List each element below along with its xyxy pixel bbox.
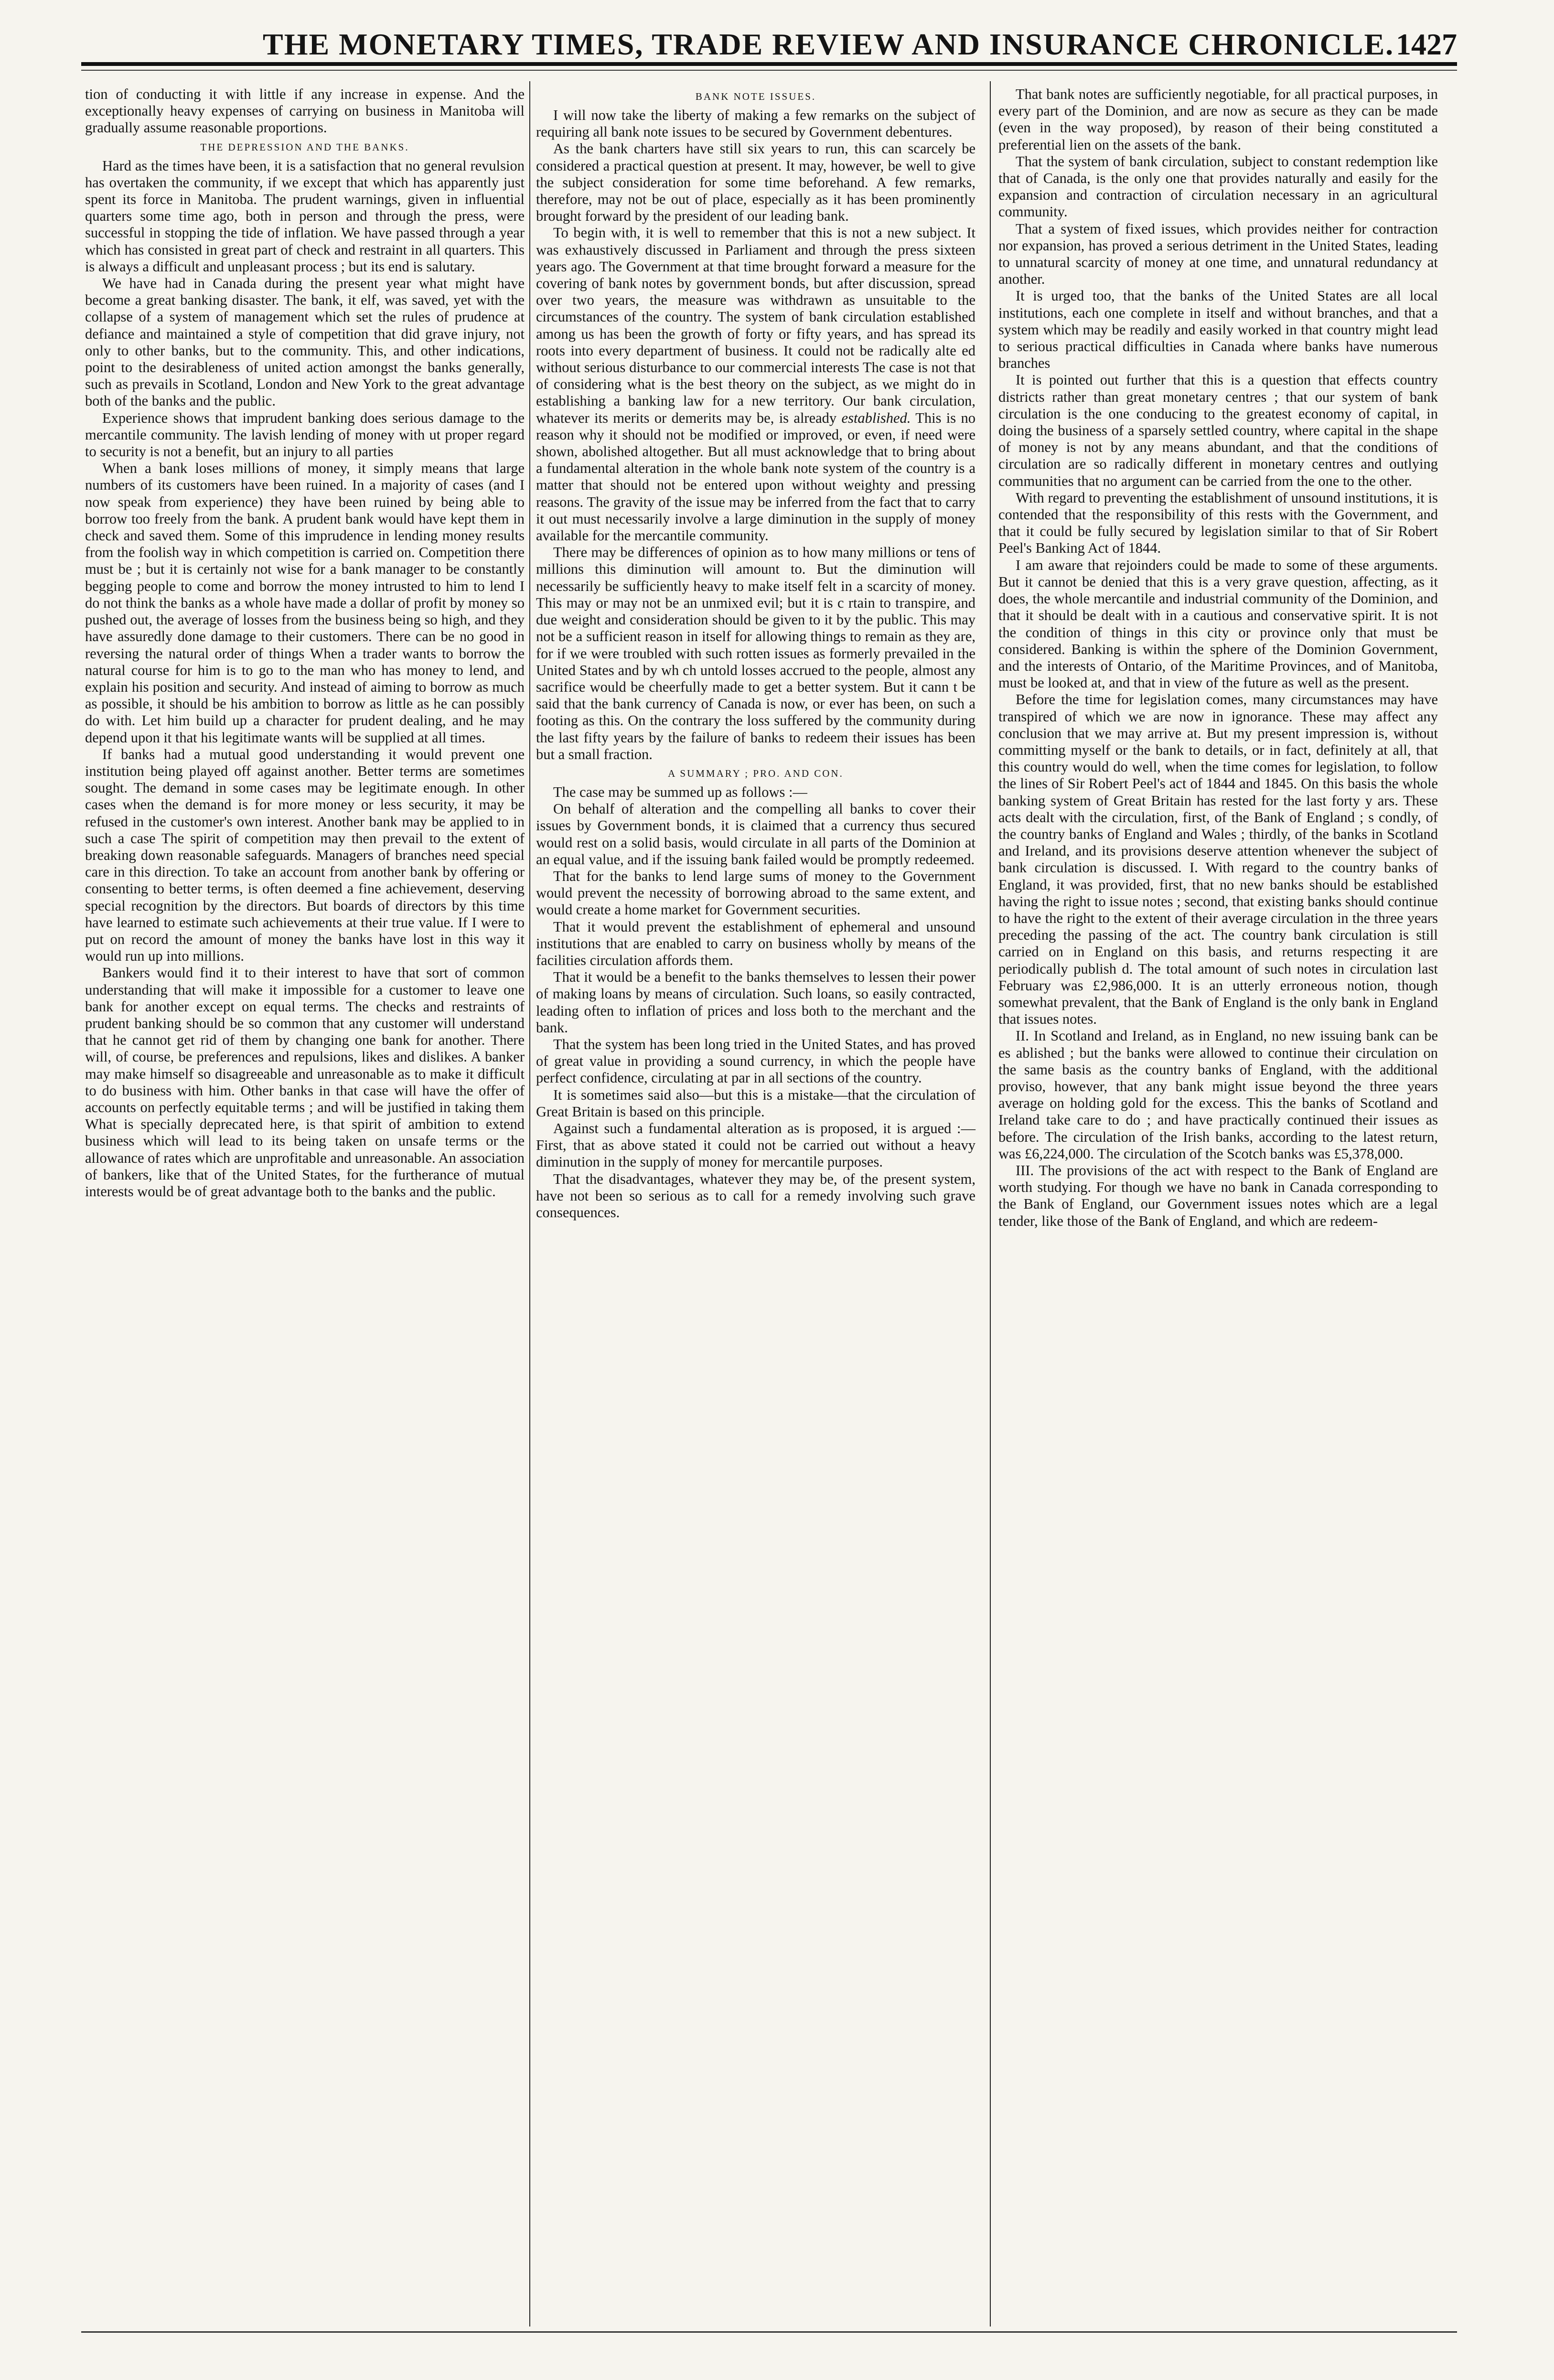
paragraph: That the disadvantages, whatever they may be, of the present system, have not been so serious as to call for a remedy involving such grave consequences.: [536, 1170, 975, 1221]
column-middle: [536, 86, 975, 1221]
paragraph: II. In Scotland and Ireland, as in England, no new issuing bank can be es ablished ; but the banks were allowed to continue their circulation on the same basis as the country banks of England, with the additional proviso, however, that any bank might issue beyond the three years average on holding gold for the excess. This the banks of Scotland and Ireland take care to do ; and have practically continued their issues as before. The circulation of the Irish banks, according to the latest return, was £6,224,000. The circulation of the Scotch banks was £5,378,000.: [998, 1028, 1438, 1162]
section-heading: THE DEPRESSION AND THE BANKS.: [200, 141, 409, 153]
paragraph: The case may be summed up as follows :—: [553, 783, 807, 800]
paragraph: [536, 225, 975, 544]
paragraph: tion of conducting it with little if any increase in expense. And the exceptionally heavy expenses of carrying on business in Manitoba will gradually assume reasonable proportions.: [85, 86, 525, 136]
paragraph: As the bank charters have still six years to run, this can scarcely be considered a practical question at present. It may, however, be well to give the subject consideration for some time beforehand. A few remarks, therefore, may not be out of place, especially as it has been prominently brought forward by the president of our leading bank.: [536, 140, 975, 225]
paragraph-text: This is no reason why it should not be modified or improved, or even, if need were shown, abolished altogether. But all must acknowledge that to bring about a fundamental alteration in the whole bank note system of the country is a matter that should not be entered upon without weighty and pressing reasons. The gravity of the issue may be inferred from the fact that to carry it out must necessarily involve a large diminution in the supply of money available for the mercantile community.: [536, 409, 976, 544]
paragraph: It is pointed out further that this is a question that effects country districts rather than great monetary centres ; that our system of bank circulation is the one conducing to the greatest economy of capital, in doing the business of a sparsely settled country, where capital in the shape of money is not by any means abundant, and that the conditions of circulation are so radically different in monetary centres and outlying communities that no argument can be carried from the one to the other.: [998, 372, 1438, 489]
column-divider-left: [529, 81, 530, 2326]
page-title: THE MONETARY TIMES, TRADE REVIEW AND INSURANCE CHRONICLE.: [263, 27, 1394, 61]
column-divider-right: [990, 81, 991, 2326]
page-number: 1427: [1396, 27, 1457, 61]
paragraph: That for the banks to lend large sums of money to the Government would prevent the necessity of borrowing abroad to the same extent, and would create a home market for Government securities.: [536, 868, 975, 918]
header-rule-thin: [81, 70, 1457, 71]
paragraph: When a bank loses millions of money, it simply means that large numbers of its customers have been ruined. In a majority of cases (and I now speak from experience) they have been ruined by being able to borrow too freely from the bank. A prudent bank would have kept them in check and saved them. Some of this imprudence in lending money results from the foolish way in which competition is carried on. Competition there must be ; but it is certainly not wise for a bank manager to be constantly begging people to come and borrow the money intrusted to him to lend I do not think the banks as a whole have made a dollar of profit by money so pushed out, the average of losses from the business being so high, and they have assuredly done damage to their customers. There can be no good in reversing the natural order of things When a trader wants to borrow the natural course for him is to go to the man who has money to lend, and explain his position and security. And instead of aiming to borrow as much as possible, it should be his ambition to borrow as little as he can possibly do with. Let him build up a character for prudent dealing, and he may depend upon it that his legitimate wants will be supplied at all times.: [85, 460, 525, 746]
column-left: [85, 86, 525, 1200]
paragraph: That it would prevent the establishment of ephemeral and unsound institutions that are enabled to carry on business wholly by means of the facilities circulation affords them.: [536, 918, 975, 968]
paragraph-text: To begin with, it is well to remember that this is not a new subject. It was exhaustively discussed in Parliament and through the press sixteen years ago. The Government at that time brought forward a measure for the covering of bank notes by government bonds, but after discussion, spread over two years, the measure was withdrawn as unsuitable to the circumstances of the country. The system of bank circulation established among us has been the growth of forty or fifty years, and has spread its roots into every department of business. It could not be radically alte ed without serious disturbance to our commercial interests The case is not that of considering what is the best theory on the subject, as we might do in establishing a banking law for a new territory. Our bank circulation, whatever its merits or demerits may be, is already: [536, 225, 975, 426]
paragraph: That the system of bank circulation, subject to constant redemption like that of Canada, is the only one that provides naturally and easily for the expansion and contraction of circulation necessary in an agricultural community.: [998, 153, 1438, 220]
emphasis-text: established.: [841, 409, 911, 426]
paragraph: We have had in Canada during the present year what might have become a great banking disaster. The bank, it elf, was saved, yet with the collapse of a system of management which set the rules of prudence at defiance and maintained a style of competition that did grave injury, not only to other banks, but to the community. This, and other indications, point to the desirableness of united action amongst the banks generally, such as prevails in Scotland, London and New York to the great advantage both of the banks and the public.: [85, 275, 525, 409]
paragraph: That it would be a benefit to the banks themselves to lessen their power of making loans by means of circulation. Such loans, so easily contracted, leading often to inflation of prices and loss both to the merchant and the bank.: [536, 969, 975, 1036]
paragraph: If banks had a mutual good understanding it would prevent one institution being played off against another. Better terms are sometimes sought. The demand in some cases may be legitimate enough. In other cases when the demand is for more money or less security, it may be refused in the customer's own interest. Another bank may be applied to in such a case The spirit of competition may then prevail to the extent of breaking down reasonable safeguards. Managers of branches need special care in this direction. To take an account from another bank by offering or consenting to better terms, is often deemed a fine achievement, deserving special recognition by the directors. But boards of directors by this time have learned to estimate such achievements at their true value. If I were to put on record the amount of money the banks have lost in this way it would run up into millions.: [85, 746, 525, 965]
paragraph: III. The provisions of the act with respect to the Bank of England are worth studying. For though we have no bank in Canada corresponding to the Bank of England, our Government issues notes which are a legal tender, like those of the Bank of England, and which are redeem-: [998, 1162, 1438, 1229]
paragraph: I will now take the liberty of making a few remarks on the subject of requiring all bank note issues to be secured by Government debentures.: [536, 107, 975, 140]
paragraph: With regard to preventing the establishment of unsound institutions, it is contended that the responsibility of this rests with the Government, and that it could be fully secured by legislation similar to that of Sir Robert Peel's Banking Act of 1844.: [998, 489, 1438, 557]
paragraph: There may be differences of opinion as to how many millions or tens of millions this diminution will amount to. But the diminution will necessarily be sufficiently heavy to make itself felt in a scarcity of money. This may or may not be an unmixed evil; but it is c rtain to transpire, and due weight and consideration should be given to it by the public. This may not be a sufficient reason in itself for allowing things to remain as they are, for if we were troubled with such rotten issues as formerly prevailed in the United States and by wh ch untold losses accrued to the people, almost any sacrifice would be cheerfully made to get a better system. But it cann t be said that the bank currency of Canada is now, or ever has been, on such a footing as this. On the contrary the loss suffered by the community during the last fifty years by the failure of banks to redeem their issues has been but a small fraction.: [536, 544, 975, 762]
header-rule-thick: [81, 62, 1457, 66]
paragraph: Bankers would find it to their interest to have that sort of common understanding that will make it impossible for a customer to leave one bank for another except on equal terms. The checks and restraints of prudent banking should be so common that any customer will understand that he cannot get rid of them by changing one bank for another. There will, of course, be preferences and repulsions, likes and dislikes. A banker may make himself so disagreeable and unreasonable as to make it difficult to do business with him. Other banks in that case will have the offer of accounts on perfectly equitable terms ; and will be justified in taking them What is specially deprecated here, is that spirit of ambition to extend business which will lead to its being taken on unsafe terms or the allowance of rates which are unprofitable and unreasonable. An association of bankers, like that of the United States, for the furtherance of mutual interests would be of great advantage both to the banks and the public.: [85, 965, 525, 1200]
paragraph: I am aware that rejoinders could be made to some of these arguments. But it cannot be denied that this is a very grave question, affecting, as it does, the whole mercantile and industrial community of the Dominion, and that it should be dealt with in a cautious and conservative spirit. It is not the condition of things in this city or province only that must be considered. Banking is within the sphere of the Dominion Government, and the interests of Ontario, of the Maritime Provinces, and of Manitoba, must be looked at, and that in view of the future as well as the present.: [998, 557, 1438, 691]
paragraph: On behalf of alteration and the compelling all banks to cover their issues by Government bonds, it is claimed that a currency thus secured would rest on a solid basis, would circulate in all parts of the Dominion at an equal value, and if the issuing bank failed would be promptly redeemed.: [536, 801, 975, 868]
paragraph: That the system has been long tried in the United States, and has proved of great value in providing a sound currency, in which the people have perfect confidence, circulating at par in all sections of the country.: [536, 1036, 975, 1086]
section-heading: BANK NOTE ISSUES.: [695, 91, 816, 102]
paragraph: Hard as the times have been, it is a satisfaction that no general revulsion has overtaken the community, if we except that which has apparently just spent its force in Manitoba. The prudent warnings, given in influential quarters some time ago, both in person and through the press, were successful in stopping the tide of inflation. We have passed through a year which has consisted in great part of check and restraint in all quarters. This is always a difficult and unpleasant process ; but its end is salutary.: [85, 157, 525, 275]
paragraph: Experience shows that imprudent banking does serious damage to the mercantile community. The lavish lending of money with ut proper regard to security is not a benefit, but an injury to all parties: [85, 409, 525, 460]
paragraph: Against such a fundamental alteration as is proposed, it is argued :—First, that as above stated it could not be carried out without a heavy diminution in the supply of money for mercantile purposes.: [536, 1120, 975, 1170]
paragraph: It is urged too, that the banks of the United States are all local institutions, each one complete in itself and without branches, and that a system which may be readily and easily worked in that country might lead to serious practical difficulties in Canada where banks have numerous branches: [998, 288, 1438, 372]
paragraph: It is sometimes said also—but this is a mistake—that the circulation of Great Britain is based on this principle.: [536, 1086, 975, 1120]
footer-rule: [81, 2331, 1457, 2333]
section-heading: A SUMMARY ; PRO. AND CON.: [668, 767, 844, 779]
paragraph: That a system of fixed issues, which provides neither for contraction nor expansion, has proved a serious detriment in the United States, leading to unnatural scarcity of money at one time, and unnatural redundancy at another.: [998, 220, 1438, 288]
paragraph: Before the time for legislation comes, many circumstances may have transpired of which we are now in ignorance. These may affect any conclusion that we may arrive at. But my present impression is, without committing myself or the bank to details, or in fact, definitely at all, that this country would do well, when the time comes for legislation, to follow the lines of Sir Robert Peel's act of 1844 and 1845. On this basis the whole banking system of Great Britain has rested for the last forty y ars. These acts dealt with the circulation, first, of the Bank of England ; s condly, of the country banks of England and Wales ; thirdly, of the banks in Scotland and Ireland, and its provisions deserve attention whenever the subject of bank circulation is discussed. I. With regard to the country banks of England, it was provided, first, that no new banks should be established having the right to issue notes ; second, that existing banks should continue to have the right to the extent of their average circulation in the three years preceding the passing of the act. The country bank circulation is still carried on in England on this basis, and returns respecting it are periodically publish d. The total amount of such notes in circulation last February was £2,986,000. It is an utterly erroneous notion, though somewhat prevalent, that the Bank of England is the only bank in England that issues notes.: [998, 691, 1438, 1028]
paragraph: That bank notes are sufficiently negotiable, for all practical purposes, in every part of the Dominion, and are now as secure as they can be made (even in the way proposed), by reason of their being constituted a preferential lien on the assets of the bank.: [998, 86, 1438, 153]
column-right: [998, 86, 1438, 1230]
